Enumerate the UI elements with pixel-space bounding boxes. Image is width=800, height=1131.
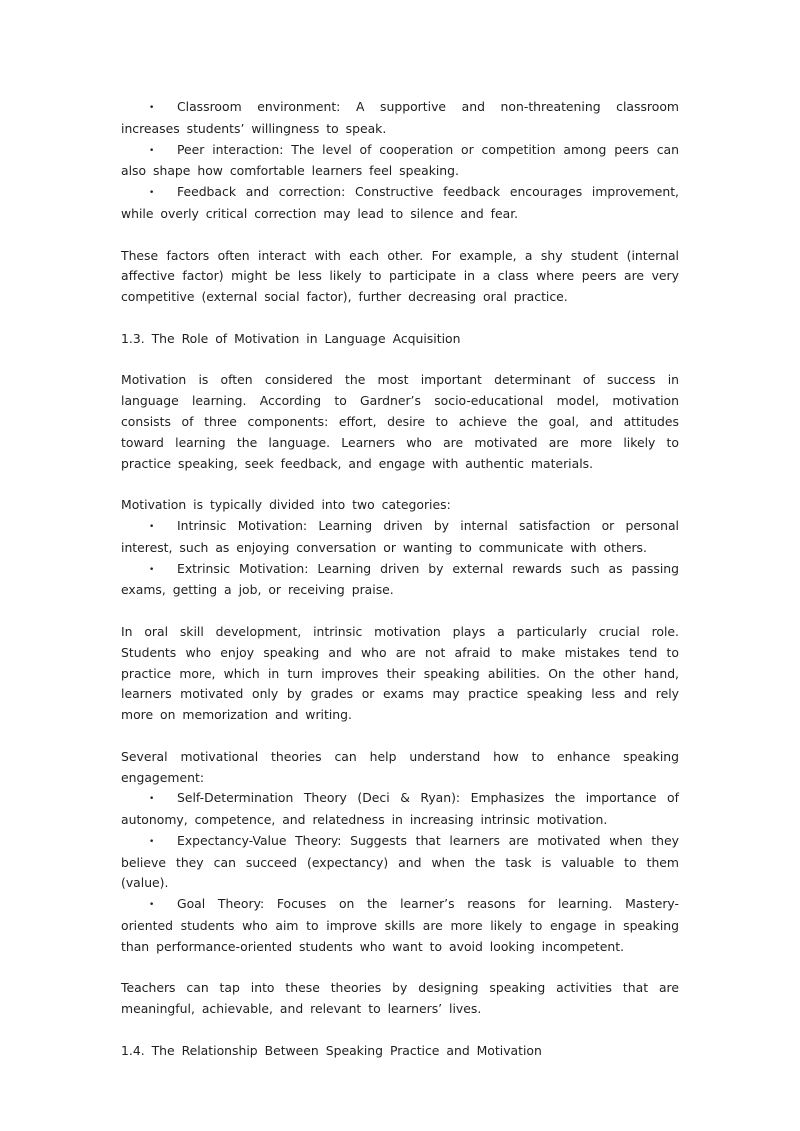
- blank-line: [121, 225, 679, 246]
- bullet-intrinsic-motivation: • Intrinsic Motivation: Learning driven by internal satisfaction or personal interest, such as enjoying conversation or wanting to communicate with others.: [121, 517, 679, 555]
- blank-line: [121, 726, 679, 747]
- blank-line: [121, 1020, 679, 1041]
- bullet-dot: •: [149, 145, 155, 156]
- paragraph-teachers: Teachers can tap into these theories by designing speaking activities that are meaningful, achievable, and relevant to learners’ lives.: [121, 980, 679, 1017]
- bullet-dot: •: [149, 521, 155, 532]
- bullet-dot: •: [149, 564, 155, 575]
- bullet-dot: •: [149, 103, 155, 113]
- paragraph-oral-skill: In oral skill development, intrinsic motivation plays a particularly crucial role. Students who enjoy speaking and who are not afraid to make mistakes tend to practice more, which in turn improves their speaking abilities. On the other hand, learners motivated only by grades or exams may practice speaking less and rely more on memorization and writing.: [121, 623, 679, 723]
- bullet-expectancy-value: • Expectancy-Value Theory: Suggests that learners are motivated when they believe they can succeed (expectancy) and when the task is valuable to them (value).: [121, 832, 679, 891]
- blank-line: [121, 308, 679, 329]
- paragraph-theories-intro: Several motivational theories can help understand how to enhance speaking engagement:: [121, 748, 679, 785]
- section-heading-1-3: 1.3. The Role of Motivation in Language Acquisition: [121, 330, 461, 346]
- bullet-feedback-correction: • Feedback and correction: Constructive feedback encourages improvement, while overly critical correction may lead to silence and fear.: [121, 184, 679, 221]
- blank-line: [121, 474, 679, 495]
- bullet-dot: •: [149, 836, 155, 847]
- section-heading-1-4: 1.4. The Relationship Between Speaking Practice and Motivation: [121, 1042, 542, 1058]
- bullet-dot: •: [149, 900, 155, 911]
- blank-line: [121, 958, 679, 979]
- blank-line: [121, 350, 679, 371]
- bullet-extrinsic-motivation: • Extrinsic Motivation: Learning driven by external rewards such as passing exams, getting a job, or receiving praise.: [121, 560, 679, 598]
- paragraph-motivation: Motivation is often considered the most important determinant of success in language learning. According to Gardner’s socio-educational model, motivation consists of three components: effort, desire to achieve the goal, and attitudes toward learning the language. Learners who are motivated are more likely to practice speaking, seek feedback, and engage with authentic materials.: [121, 372, 679, 471]
- bullet-dot: •: [149, 188, 155, 199]
- paragraph-factors-interact: These factors often interact with each other. For example, a shy student (internal affective factor) might be less likely to participate in a class where peers are very competitive (external social factor), further decreasing oral practice.: [121, 247, 679, 305]
- bullet-goal-theory: • Goal Theory: Focuses on the learner’s reasons for learning. Mastery-oriented students who aim to improve skills are more likely to engage in speaking than performance-oriented students who want to avoid looking incompetent.: [121, 896, 679, 954]
- bullet-classroom-environment: • Classroom environment: A supportive and non-threatening classroom increases students’ willingness to speak.: [121, 99, 679, 136]
- bullet-dot: •: [149, 794, 155, 805]
- bullet-self-determination: • Self-Determination Theory (Deci & Ryan): Emphasizes the importance of autonomy, competence, and relatedness in increasing intrinsic motivation.: [121, 790, 679, 828]
- blank-line: [121, 601, 679, 622]
- paragraph-categories-intro: Motivation is typically divided into two categories:: [121, 497, 451, 513]
- bullet-peer-interaction: • Peer interaction: The level of cooperation or competition among peers can also shape how comfortable learners feel speaking.: [121, 141, 679, 179]
